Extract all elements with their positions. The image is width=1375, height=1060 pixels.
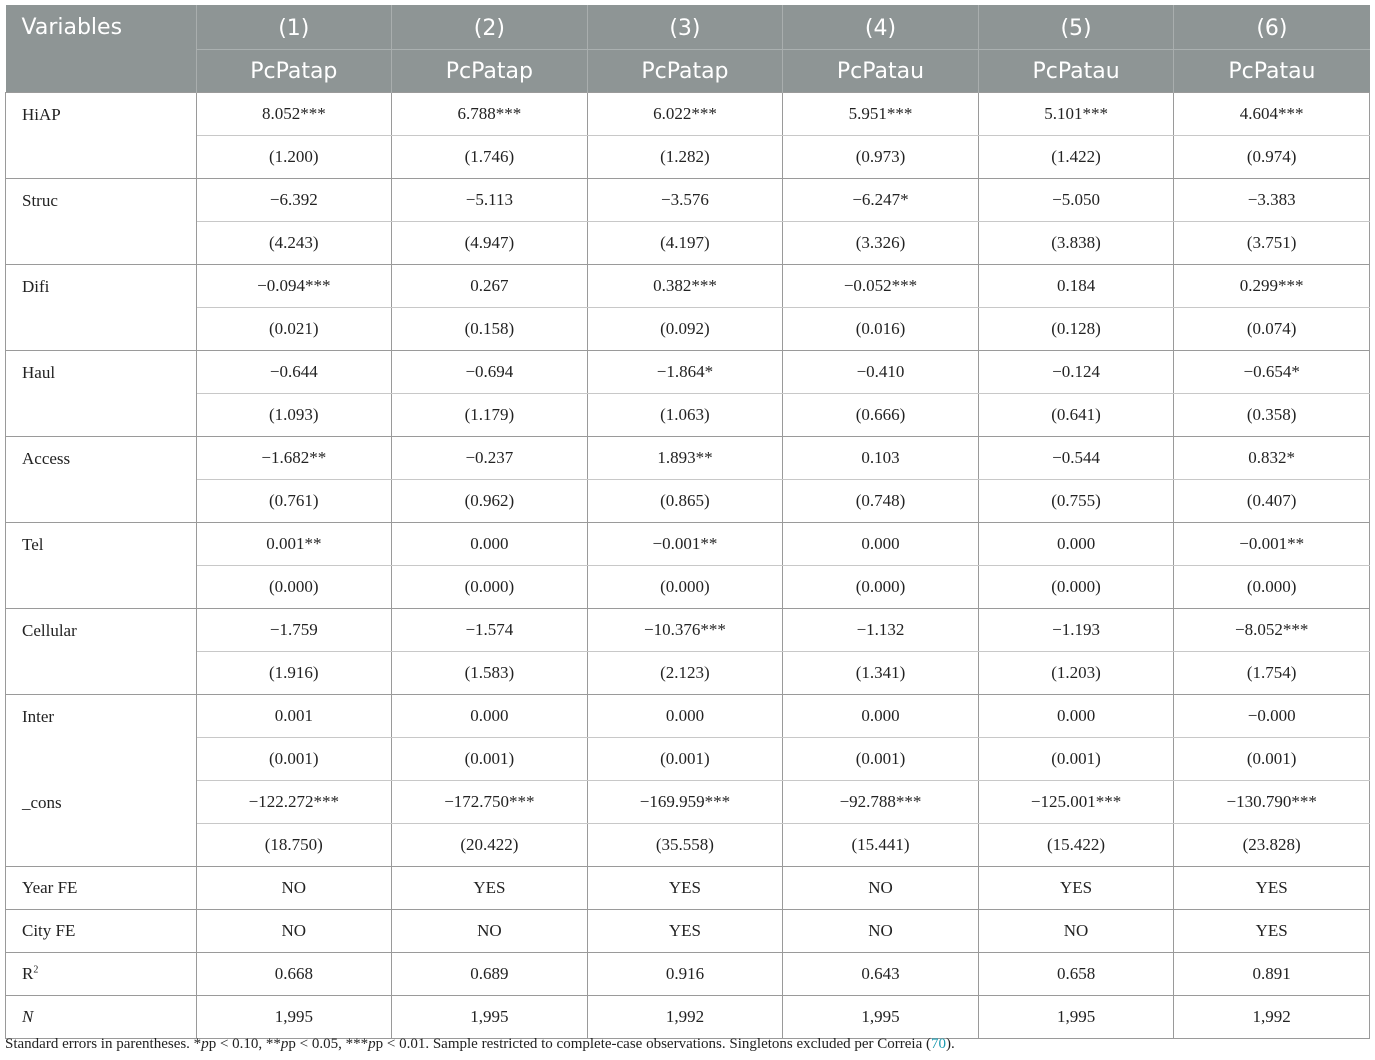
column-number: (1) [196,5,392,50]
summary-cell: YES [587,867,783,910]
std-error-cell: (0.000) [392,566,588,609]
table-row [6,609,1370,652]
coefficient-cell: −0.001** [1174,523,1370,566]
coefficient-cell: −5.050 [978,179,1174,222]
std-error-cell: (0.973) [783,136,979,179]
coefficient-cell: 5.101*** [978,93,1174,136]
table-row [6,867,1370,910]
footnote-text-4: p < 0.01. Sample restricted to complete-case observations. Singletons excluded per Correia ( [375,1036,932,1052]
coefficient-cell: −0.000 [1174,695,1370,738]
row-label: _cons [6,781,197,867]
coefficient-cell: 0.001** [196,523,392,566]
row-label [6,867,197,910]
column-depvar: PcPatap [196,50,392,93]
std-error-cell: (0.974) [1174,136,1370,179]
table-row [6,308,1370,351]
row-label: Struc [6,179,197,265]
coefficient-cell: 6.022*** [587,93,783,136]
coefficient-cell: −6.392 [196,179,392,222]
footnote-text-3: p < 0.05, *** [288,1036,369,1052]
summary-cell: YES [1174,910,1370,953]
std-error-cell: (0.021) [196,308,392,351]
coefficient-cell: 0.000 [587,695,783,738]
std-error-cell: (0.865) [587,480,783,523]
column-depvar: PcPatau [978,50,1174,93]
table-row [6,523,1370,566]
std-error-cell: (0.001) [587,738,783,781]
coefficient-cell: −1.132 [783,609,979,652]
coefficient-cell: 0.184 [978,265,1174,308]
row-label: Difi [6,265,197,351]
std-error-cell: (1.916) [196,652,392,695]
std-error-cell: (0.962) [392,480,588,523]
coefficient-cell: −0.654* [1174,351,1370,394]
coefficient-cell: 0.001 [196,695,392,738]
row-label [6,910,197,953]
std-error-cell: (15.422) [978,824,1174,867]
summary-cell: NO [392,910,588,953]
std-error-cell: (3.326) [783,222,979,265]
coefficient-cell: −172.750*** [392,781,588,824]
std-error-cell: (0.761) [196,480,392,523]
variables-header: Variables [6,5,197,93]
coefficient-cell: 5.951*** [783,93,979,136]
row-label: Inter [6,695,197,781]
table-row [6,179,1370,222]
coefficient-cell: −5.113 [392,179,588,222]
std-error-cell: (0.641) [978,394,1174,437]
table-row [6,738,1370,781]
std-error-cell: (1.583) [392,652,588,695]
std-error-cell: (20.422) [392,824,588,867]
column-number: (2) [392,5,588,50]
coefficient-cell: 8.052*** [196,93,392,136]
summary-cell: 0.689 [392,953,588,996]
std-error-cell: (35.558) [587,824,783,867]
footnote-text-2: p < 0.10, ** [208,1036,281,1052]
table-row [6,695,1370,738]
coefficient-cell: 0.299*** [1174,265,1370,308]
row-label [6,996,197,1039]
column-number: (6) [1174,5,1370,50]
table-row [6,910,1370,953]
std-error-cell: (18.750) [196,824,392,867]
coefficient-cell: −0.644 [196,351,392,394]
coefficient-cell: −0.001** [587,523,783,566]
summary-cell: 1,995 [196,996,392,1039]
std-error-cell: (0.000) [978,566,1174,609]
summary-cell: NO [783,910,979,953]
row-label: Access [6,437,197,523]
coefficient-cell: −3.576 [587,179,783,222]
std-error-cell: (0.001) [978,738,1174,781]
coefficient-cell: −10.376*** [587,609,783,652]
coefficient-cell: 0.000 [783,523,979,566]
std-error-cell: (0.001) [783,738,979,781]
table-row [6,351,1370,394]
reference-link[interactable]: 70 [931,1036,947,1052]
table-row [6,566,1370,609]
coefficient-cell: −1.193 [978,609,1174,652]
coefficient-cell: −130.790*** [1174,781,1370,824]
table-body [6,93,1370,1039]
column-depvar: PcPatap [587,50,783,93]
coefficient-cell: 0.267 [392,265,588,308]
std-error-cell: (4.197) [587,222,783,265]
row-label-text: R [22,964,34,983]
coefficient-cell: −0.410 [783,351,979,394]
table-row [6,652,1370,695]
coefficient-cell: −0.124 [978,351,1174,394]
std-error-cell: (1.422) [978,136,1174,179]
std-error-cell: (0.128) [978,308,1174,351]
regression-table [5,5,1370,1039]
table-row [6,996,1370,1039]
coefficient-cell: −122.272*** [196,781,392,824]
std-error-cell: (1.200) [196,136,392,179]
summary-cell: NO [783,867,979,910]
coefficient-cell: 1.893** [587,437,783,480]
coefficient-cell: −92.788*** [783,781,979,824]
regression-table-container [5,5,1370,1039]
std-error-cell: (1.754) [1174,652,1370,695]
coefficient-cell: 0.000 [392,523,588,566]
row-label [6,953,197,996]
std-error-cell: (1.203) [978,652,1174,695]
summary-cell: NO [196,867,392,910]
std-error-cell: (1.179) [392,394,588,437]
std-error-cell: (4.947) [392,222,588,265]
summary-cell: 1,992 [587,996,783,1039]
summary-cell: YES [392,867,588,910]
coefficient-cell: 0.000 [978,523,1174,566]
summary-cell: 0.891 [1174,953,1370,996]
column-number: (5) [978,5,1174,50]
coefficient-cell: 6.788*** [392,93,588,136]
coefficient-cell: −0.237 [392,437,588,480]
coefficient-cell: −1.759 [196,609,392,652]
std-error-cell: (0.000) [196,566,392,609]
footnote-text-5: ). [946,1036,955,1052]
coefficient-cell: −125.001*** [978,781,1174,824]
std-error-cell: (1.341) [783,652,979,695]
table-row [6,480,1370,523]
coefficient-cell: −1.682** [196,437,392,480]
summary-cell: YES [587,910,783,953]
std-error-cell: (0.158) [392,308,588,351]
coefficient-cell: 4.604*** [1174,93,1370,136]
column-number: (3) [587,5,783,50]
table-row [6,136,1370,179]
summary-cell: YES [978,867,1174,910]
std-error-cell: (0.001) [1174,738,1370,781]
summary-cell: 1,995 [978,996,1174,1039]
std-error-cell: (3.751) [1174,222,1370,265]
std-error-cell: (2.123) [587,652,783,695]
table-row [6,953,1370,996]
row-label: Tel [6,523,197,609]
std-error-cell: (0.666) [783,394,979,437]
summary-cell: YES [1174,867,1370,910]
row-label-text: N [22,1007,34,1026]
row-label-text: City FE [22,921,76,940]
coefficient-cell: −0.694 [392,351,588,394]
summary-cell: 0.668 [196,953,392,996]
std-error-cell: (23.828) [1174,824,1370,867]
column-depvar: PcPatau [1174,50,1370,93]
coefficient-cell: −0.094*** [196,265,392,308]
table-row [6,265,1370,308]
std-error-cell: (1.746) [392,136,588,179]
footnote-text-1: Standard errors in parentheses. * [5,1036,202,1052]
coefficient-cell: 0.382*** [587,265,783,308]
row-label: HiAP [6,93,197,179]
table-row [6,437,1370,480]
table-row [6,781,1370,824]
table-row [6,93,1370,136]
summary-cell: 1,992 [1174,996,1370,1039]
table-row [6,394,1370,437]
std-error-cell: (0.092) [587,308,783,351]
column-number: (4) [783,5,979,50]
row-label-superscript: 2 [33,964,39,976]
summary-cell: 1,995 [783,996,979,1039]
coefficient-cell: 0.832* [1174,437,1370,480]
std-error-cell: (1.063) [587,394,783,437]
std-error-cell: (0.000) [1174,566,1370,609]
summary-cell: 0.643 [783,953,979,996]
table-row [6,824,1370,867]
row-label: Haul [6,351,197,437]
coefficient-cell: −1.574 [392,609,588,652]
column-depvar: PcPatap [392,50,588,93]
std-error-cell: (1.282) [587,136,783,179]
std-error-cell: (0.000) [587,566,783,609]
std-error-cell: (15.441) [783,824,979,867]
std-error-cell: (0.407) [1174,480,1370,523]
coefficient-cell: −0.052*** [783,265,979,308]
std-error-cell: (1.093) [196,394,392,437]
std-error-cell: (0.016) [783,308,979,351]
summary-cell: NO [196,910,392,953]
std-error-cell: (4.243) [196,222,392,265]
std-error-cell: (3.838) [978,222,1174,265]
table-header [6,5,1370,93]
coefficient-cell: −6.247* [783,179,979,222]
std-error-cell: (0.001) [392,738,588,781]
std-error-cell: (0.358) [1174,394,1370,437]
std-error-cell: (0.755) [978,480,1174,523]
row-label-text: Year FE [22,878,78,897]
table-row [6,222,1370,265]
coefficient-cell: −169.959*** [587,781,783,824]
coefficient-cell: −8.052*** [1174,609,1370,652]
coefficient-cell: 0.000 [783,695,979,738]
coefficient-cell: −0.544 [978,437,1174,480]
summary-cell: 1,995 [392,996,588,1039]
std-error-cell: (0.000) [783,566,979,609]
coefficient-cell: −3.383 [1174,179,1370,222]
coefficient-cell: 0.000 [978,695,1174,738]
std-error-cell: (0.748) [783,480,979,523]
row-label: Cellular [6,609,197,695]
summary-cell: 0.916 [587,953,783,996]
summary-cell: NO [978,910,1174,953]
table-footnote: Standard errors in parentheses. *pp < 0.10, **pp < 0.05, ***pp < 0.01. Sample restricted to complete-case observations. Singletons excluded per Correia (70). [5,1036,955,1052]
coefficient-cell: 0.103 [783,437,979,480]
std-error-cell: (0.074) [1174,308,1370,351]
summary-cell: 0.658 [978,953,1174,996]
coefficient-cell: 0.000 [392,695,588,738]
coefficient-cell: −1.864* [587,351,783,394]
column-depvar: PcPatau [783,50,979,93]
std-error-cell: (0.001) [196,738,392,781]
